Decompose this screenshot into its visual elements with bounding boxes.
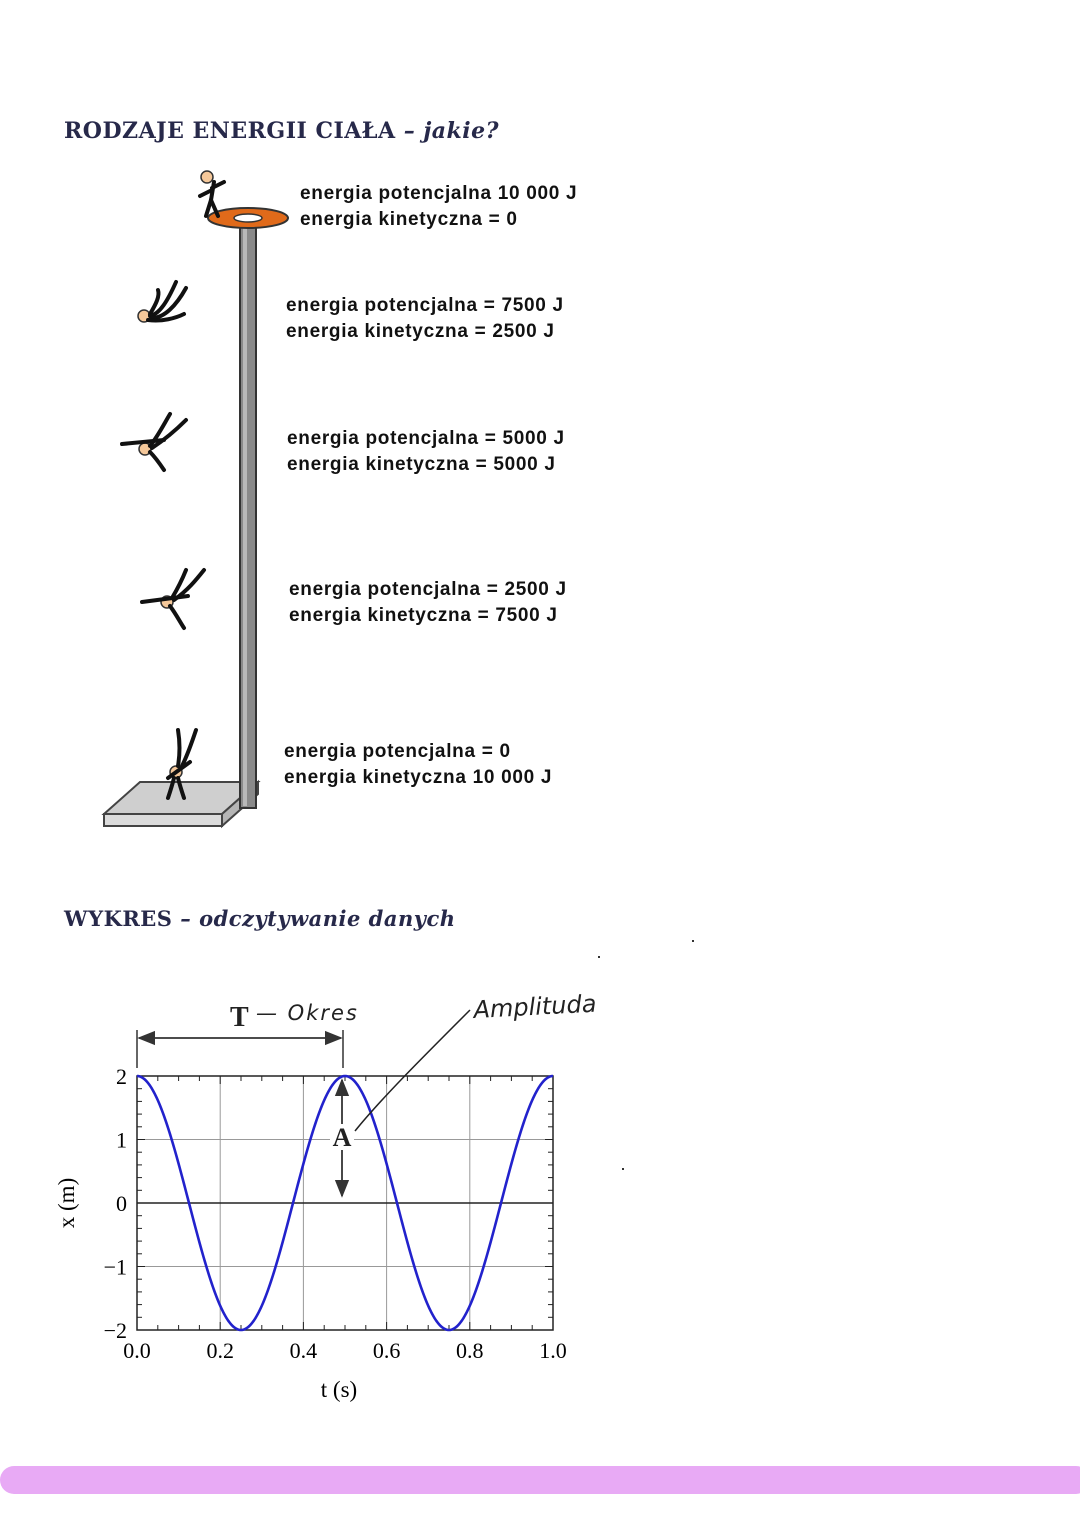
potential-energy-text: energia potencjalna = 2500 J xyxy=(289,579,567,600)
kinetic-energy-text: energia kinetyczna = 7500 J xyxy=(289,605,558,626)
section-title-energy-hand: – jakie? xyxy=(403,118,500,144)
x-tick-label: 0.6 xyxy=(372,1338,401,1363)
y-tick-label: 0 xyxy=(116,1191,127,1216)
x-axis-label: t (s) xyxy=(320,1377,358,1402)
chart-grid xyxy=(137,1076,553,1330)
period-label: — Okres xyxy=(256,1001,359,1025)
section-title-chart-caps: WYKRES xyxy=(64,906,173,931)
potential-energy-text: energia potencjalna = 7500 J xyxy=(286,295,564,316)
x-tick-label: 0.2 xyxy=(206,1338,234,1363)
amplitude-symbol: A xyxy=(332,1123,352,1152)
x-tick-label: 0.4 xyxy=(289,1338,318,1363)
potential-energy-text: energia potencjalna = 0 xyxy=(284,741,511,762)
section-title-chart-hand: – odczytywanie danych xyxy=(180,906,456,931)
kinetic-energy-text: energia kinetyczna = 5000 J xyxy=(287,454,556,475)
y-tick-label: 2 xyxy=(116,1064,127,1089)
section-title-energy-caps: RODZAJE ENERGII CIAŁA xyxy=(64,118,396,144)
x-tick-label: 1.0 xyxy=(539,1338,567,1363)
y-axis-label: x (m) xyxy=(54,1177,79,1229)
kinetic-energy-text: energia kinetyczna = 2500 J xyxy=(286,321,555,342)
potential-energy-text: energia potencjalna = 5000 J xyxy=(287,428,565,449)
y-tick-label: −1 xyxy=(103,1254,127,1280)
x-tick-label: 0.8 xyxy=(456,1338,484,1363)
kinetic-energy-text: energia kinetyczna 10 000 J xyxy=(284,767,553,788)
amplitude-label: Amplituda xyxy=(472,989,598,1024)
kinetic-energy-text: energia kinetyczna = 0 xyxy=(300,209,518,230)
x-tick-label: 0.0 xyxy=(123,1338,151,1363)
footer-accent-bar xyxy=(0,1466,1080,1494)
y-tick-label: 1 xyxy=(116,1127,127,1153)
y-tick-label: −2 xyxy=(103,1318,127,1343)
potential-energy-text: energia potencjalna 10 000 J xyxy=(300,183,578,204)
period-symbol: T xyxy=(230,1002,249,1033)
